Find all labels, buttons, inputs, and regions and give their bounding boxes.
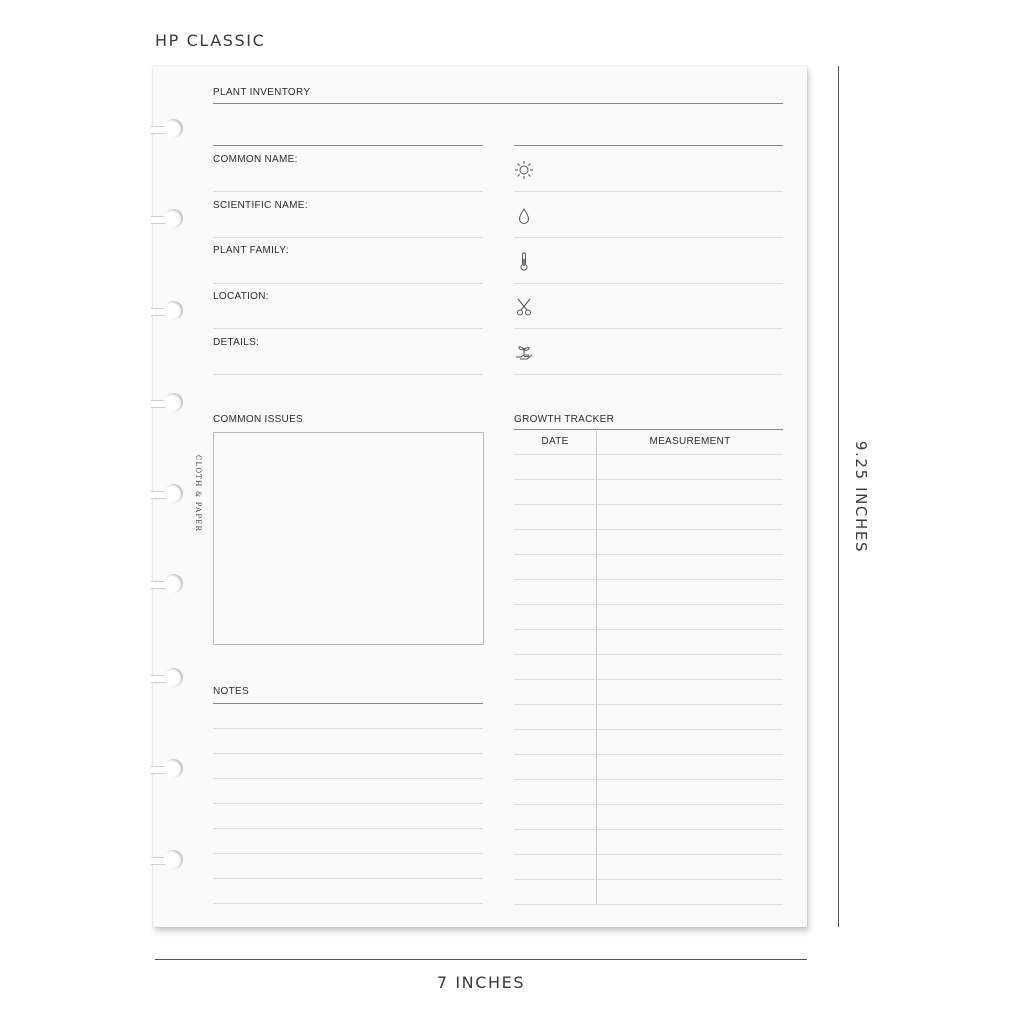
field-line[interactable] (213, 191, 483, 192)
common-issues-box[interactable] (213, 432, 484, 645)
disc-hole (151, 668, 187, 688)
field-line[interactable] (213, 283, 483, 284)
growth-tracker-row[interactable] (514, 829, 783, 830)
width-dimension-label: 7 INCHES (436, 973, 526, 992)
notes-line[interactable] (213, 828, 483, 829)
care-line-pruning[interactable] (514, 328, 783, 329)
disc-hole (151, 393, 187, 413)
name-rule[interactable] (213, 145, 483, 146)
field-label-plant-family: PLANT FAMILY: (213, 245, 289, 256)
care-line-water[interactable] (514, 237, 783, 238)
field-line[interactable] (213, 374, 483, 375)
common-issues-label: COMMON ISSUES (213, 414, 304, 425)
growth-tracker-row[interactable] (514, 504, 783, 505)
title-rule (213, 103, 783, 104)
growth-tracker-row[interactable] (514, 579, 783, 580)
care-line-temperature[interactable] (514, 283, 783, 284)
field-line[interactable] (213, 237, 483, 238)
thermometer-icon (513, 251, 535, 273)
care-line-sun[interactable] (514, 191, 783, 192)
notes-line[interactable] (213, 728, 483, 729)
brand-text: CLOTH & PAPER (194, 455, 202, 533)
notes-line[interactable] (213, 903, 483, 904)
field-label-scientific-name: SCIENTIFIC NAME: (213, 200, 308, 211)
field-line[interactable] (213, 328, 483, 329)
disc-hole (151, 209, 187, 229)
water-drop-icon (513, 205, 535, 227)
sun-icon (513, 159, 535, 181)
care-line-propagation[interactable] (514, 374, 783, 375)
growth-tracker-row[interactable] (514, 779, 783, 780)
growth-tracker-column-divider (596, 429, 597, 904)
disc-hole (151, 484, 187, 504)
growth-tracker-row[interactable] (514, 729, 783, 730)
hand-seedling-icon (513, 342, 535, 364)
width-dimension-line (155, 959, 807, 960)
growth-tracker-row[interactable] (514, 854, 783, 855)
growth-tracker-row[interactable] (514, 879, 783, 880)
notes-line[interactable] (213, 803, 483, 804)
model-name-label: HP CLASSIC (155, 31, 266, 50)
growth-tracker-row[interactable] (514, 904, 783, 905)
field-label-location: LOCATION: (213, 291, 269, 302)
disc-hole (151, 759, 187, 779)
notes-line[interactable] (213, 753, 483, 754)
growth-tracker-row[interactable] (514, 604, 783, 605)
growth-tracker-row[interactable] (514, 479, 783, 480)
growth-tracker-row[interactable] (514, 529, 783, 530)
notes-header-rule (213, 703, 483, 704)
disc-hole (151, 574, 187, 594)
growth-tracker-row[interactable] (514, 554, 783, 555)
growth-tracker-row[interactable] (514, 704, 783, 705)
growth-tracker-row[interactable] (514, 754, 783, 755)
notes-line[interactable] (213, 778, 483, 779)
notes-line[interactable] (213, 853, 483, 854)
height-dimension-label: 9.25 INCHES (852, 440, 870, 554)
growth-tracker-row[interactable] (514, 804, 783, 805)
growth-tracker-row[interactable] (514, 629, 783, 630)
pruning-shears-icon (513, 296, 535, 318)
growth-tracker-row[interactable] (514, 454, 783, 455)
name-rule[interactable] (514, 145, 783, 146)
page-title: PLANT INVENTORY (213, 87, 311, 98)
field-label-details: DETAILS: (213, 337, 260, 348)
growth-tracker-title: GROWTH TRACKER (514, 414, 615, 425)
height-dimension-line (838, 66, 839, 927)
field-label-common-name: COMMON NAME: (213, 154, 298, 165)
disc-hole (151, 119, 187, 139)
growth-tracker-row[interactable] (514, 679, 783, 680)
notes-line[interactable] (213, 878, 483, 879)
column-header-measurement: MEASUREMENT (649, 436, 731, 447)
disc-hole (151, 850, 187, 870)
notes-label: NOTES (213, 686, 249, 697)
disc-hole (151, 301, 187, 321)
column-header-date: DATE (541, 436, 569, 447)
growth-tracker-rule (514, 429, 783, 430)
growth-tracker-row[interactable] (514, 654, 783, 655)
